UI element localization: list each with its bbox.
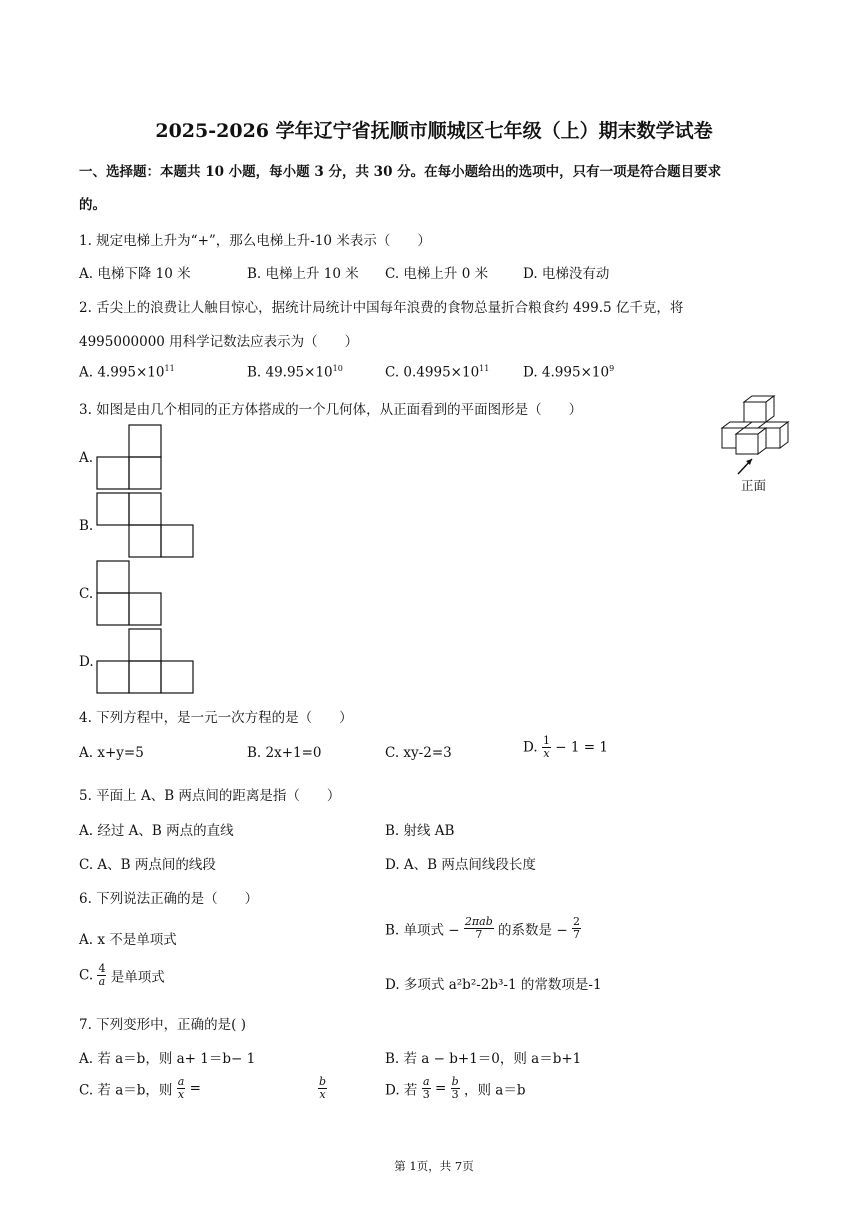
q3-option-d-label: D. — [79, 654, 94, 670]
q3-option-c-figure — [96, 560, 164, 628]
q4-option-b: B. 2x+1=0 — [247, 745, 322, 761]
q3-option-a-label: A. — [79, 450, 94, 466]
q1-stem: 1. 规定电梯上升为“+”，那么电梯上升-10 米表示（ ） — [79, 233, 431, 249]
q7-d-fraction: $\frac{a}{3}$ — [422, 1075, 430, 1101]
q7-c-fraction2: $\frac{b}{x}$ — [319, 1075, 327, 1101]
section-heading-line2: 的。 — [79, 197, 106, 213]
q3-option-d-figure — [96, 628, 196, 696]
q5-option-b: B. 射线 AB — [385, 823, 455, 839]
q3-stem: 3. 如图是由几个相同的正方体搭成的一个几何体，从正面看到的平面图形是（ ） — [79, 402, 583, 418]
q2-option-a: A. $4.995\times 10^{11}$ — [79, 364, 175, 381]
q7-option-c: C. 若 a＝b，则 $\frac{a}{x}$ = — [79, 1075, 201, 1101]
q4-option-d: D. $\frac{1}{x}$ − 1 = 1 — [523, 734, 608, 760]
q2-stem-line1: 2. 舌尖上的浪费让人触目惊心，据统计局统计中国每年浪费的食物总量折合粮食约 499.5 亿千克，将 — [79, 300, 684, 316]
q3-front-label: 正面 — [741, 478, 767, 493]
page-footer: 第 1页，共 7页 — [394, 1159, 474, 1173]
q6-b-fraction2: $\frac{2}{7}$ — [572, 915, 580, 941]
q4-d-fraction: $\frac{1}{x}$ — [542, 734, 550, 760]
q5-option-a: A. 经过 A、B 两点的直线 — [79, 823, 234, 839]
q3-option-b-figure — [96, 492, 196, 560]
q4-stem: 4. 下列方程中，是一元一次方程的是（ ） — [79, 710, 353, 726]
q1-option-a: A. 电梯下降 10 米 — [79, 266, 191, 282]
q5-stem: 5. 平面上 A、B 两点间的距离是指（ ） — [79, 788, 341, 804]
q7-option-c-rhs — [318, 1076, 327, 1101]
q6-option-b: B. 单项式 − $\frac{\text{2πab}}{7}$ 的系数是 − $\frac{2}{7}$ — [385, 915, 580, 941]
q7-stem: 7. 下列变形中，正确的是( ) — [79, 1017, 246, 1033]
q3-option-c-label: C. — [79, 586, 94, 602]
section-heading-line1: 一、选择题：本题共 10 小题，每小题 3 分，共 30 分。在每小题给出的选项中，只有一项是符合题目要求 — [79, 164, 722, 180]
q6-option-d: D. 多项式 a²b²-2b³-1 的常数项是-1 — [385, 977, 602, 993]
q7-c-fraction: $\frac{a}{x}$ — [177, 1075, 185, 1101]
q6-stem: 6. 下列说法正确的是（ ） — [79, 891, 259, 907]
q3-option-b-label: B. — [79, 518, 94, 534]
q7-option-a: A. 若 a＝b，则 a+ 1＝b− 1 — [79, 1051, 256, 1067]
q7-option-d: D. 若 $\frac{a}{3}$ = $\frac{b}{3}$ ，则 a＝b — [385, 1075, 526, 1101]
q1-option-c: C. 电梯上升 0 米 — [385, 266, 489, 282]
q3-option-a-figure — [96, 424, 164, 492]
q6-c-fraction: $\frac{4}{a}$ — [98, 962, 106, 988]
q2-option-c: C. $0.4995\times 10^{11}$ — [385, 364, 490, 381]
q2-stem-line2: 4995000000 用科学记数法应表示为（ ） — [79, 334, 359, 350]
page-title: 2025-2026 学年辽宁省抚顺市顺城区七年级（上）期末数学试卷 — [155, 120, 713, 142]
q6-b-fraction: $\frac{\text{2πab}}{7}$ — [464, 915, 493, 941]
q1-option-b: B. 电梯上升 10 米 — [247, 266, 359, 282]
q4-option-a: A. x+y=5 — [79, 745, 144, 761]
q7-d-fraction2: $\frac{b}{3}$ — [451, 1075, 459, 1101]
q6-option-a: A. x 不是单项式 — [79, 932, 177, 948]
q2-option-d: D. $4.995\times 10^9$ — [523, 364, 615, 381]
q5-option-c: C. A、B 两点间的线段 — [79, 857, 216, 873]
q6-option-c: C. $\frac{4}{a}$ 是单项式 — [79, 962, 165, 988]
q4-option-c: C. xy-2=3 — [385, 745, 452, 761]
q1-option-d: D. 电梯没有动 — [523, 266, 610, 282]
q2-option-b: B. $49.95\times 10^{10}$ — [247, 364, 343, 381]
q5-option-d: D. A、B 两点间线段长度 — [385, 857, 536, 873]
q7-option-b: B. 若 a − b+1＝0，则 a＝b+1 — [385, 1051, 582, 1067]
